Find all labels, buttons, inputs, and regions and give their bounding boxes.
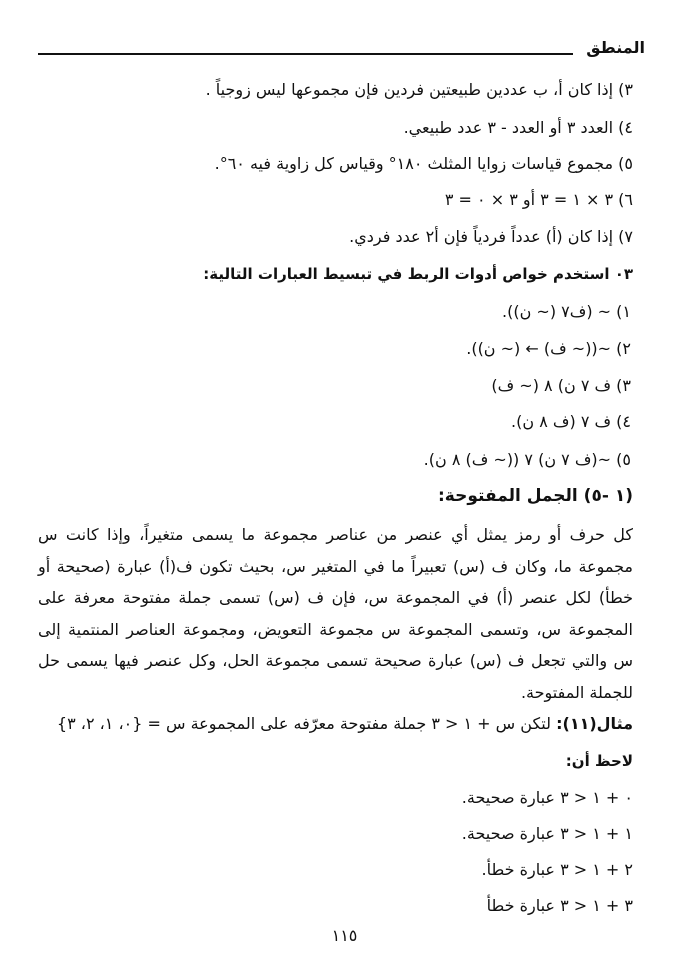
exercise-4: ٤) ف ٧ (ف ٨ ن). — [511, 412, 631, 431]
exercise-5: ٥) ~(ف ٧ ن) ٧ ((~ ف) ٨ ن). — [423, 450, 631, 469]
item-3: ٣) إذا كان أ، ب عددين طبيعتين فردين فإن مجموعها ليس زوجياً . — [205, 80, 633, 99]
exercise-2: ٢) ~((~ ف) ← (~ ن)). — [466, 339, 631, 358]
page-header — [38, 32, 645, 62]
example-label: مثال(١١): — [556, 714, 633, 733]
exercise-heading: ٠٣ استخدم خواص أدوات الربط في تبسيط العبارات التالية: — [203, 265, 633, 283]
header-rule — [38, 53, 573, 55]
item-6: ٦) ٣ × ١ = ٣ أو ٣ × ٠ = ٣ — [444, 190, 633, 209]
note-1: ٠ + ١ < ٣ عبارة صحيحة. — [461, 788, 633, 807]
exercise-3: ٣) ف ٧ ن) ٨ (~ ف) — [491, 376, 631, 395]
note-2: ١ + ١ < ٣ عبارة صحيحة. — [461, 824, 633, 843]
note-label: لاحظ أن: — [565, 752, 633, 770]
example-text: لتكن س + ١ < ٣ جملة مفتوحة معرّفه على المجموعة س = {٠، ١، ٢، ٣} — [56, 714, 552, 733]
note-3: ٢ + ١ < ٣ عبارة خطأ. — [481, 860, 633, 879]
header-title: المنطق — [586, 38, 645, 57]
item-7: ٧) إذا كان (أ) عدداً فردياً فإن أ٢ عدد فردي. — [349, 227, 633, 246]
example-line — [57, 713, 633, 735]
exercise-1: ١) ~ (ف٧ (~ ن)). — [502, 302, 631, 321]
page-number: ١١٥ — [331, 926, 358, 945]
item-5: ٥) مجموع قياسات زوايا المثلث ١٨٠° وقياس كل زاوية فيه ٦٠°. — [214, 154, 633, 173]
note-4: ٣ + ١ < ٣ عبارة خطأ — [486, 896, 633, 915]
item-4: ٤) العدد ٣ أو العدد - ٣ عدد طبيعي. — [403, 118, 633, 137]
section-title: (١ -٥) الجمل المفتوحة: — [438, 486, 633, 506]
definition-paragraph: كل حرف أو رمز يمثل أي عنصر من عناصر مجموعة ما يسمى متغيراً، وإذا كانت س مجموعة ما، وكان ف (س) تعبيراً ما في المتغير س، بحيث تكون ف(أ) عبارة (صحيحة أو خطأ) لكل عنصر (أ) في المجموعة س، فإن ف (س) تسمى جملة مفتوحة معرفة على المجموعة س، وتسمى المجموعة س مجموعة التعويض، ومجموعة العناصر المنتمية إلى س والتي تجعل ف (س) عبارة صحيحة تسمى مجموعة الحل، وكل عنصر فيها يسمى حل للجملة المفتوحة. — [38, 525, 633, 702]
